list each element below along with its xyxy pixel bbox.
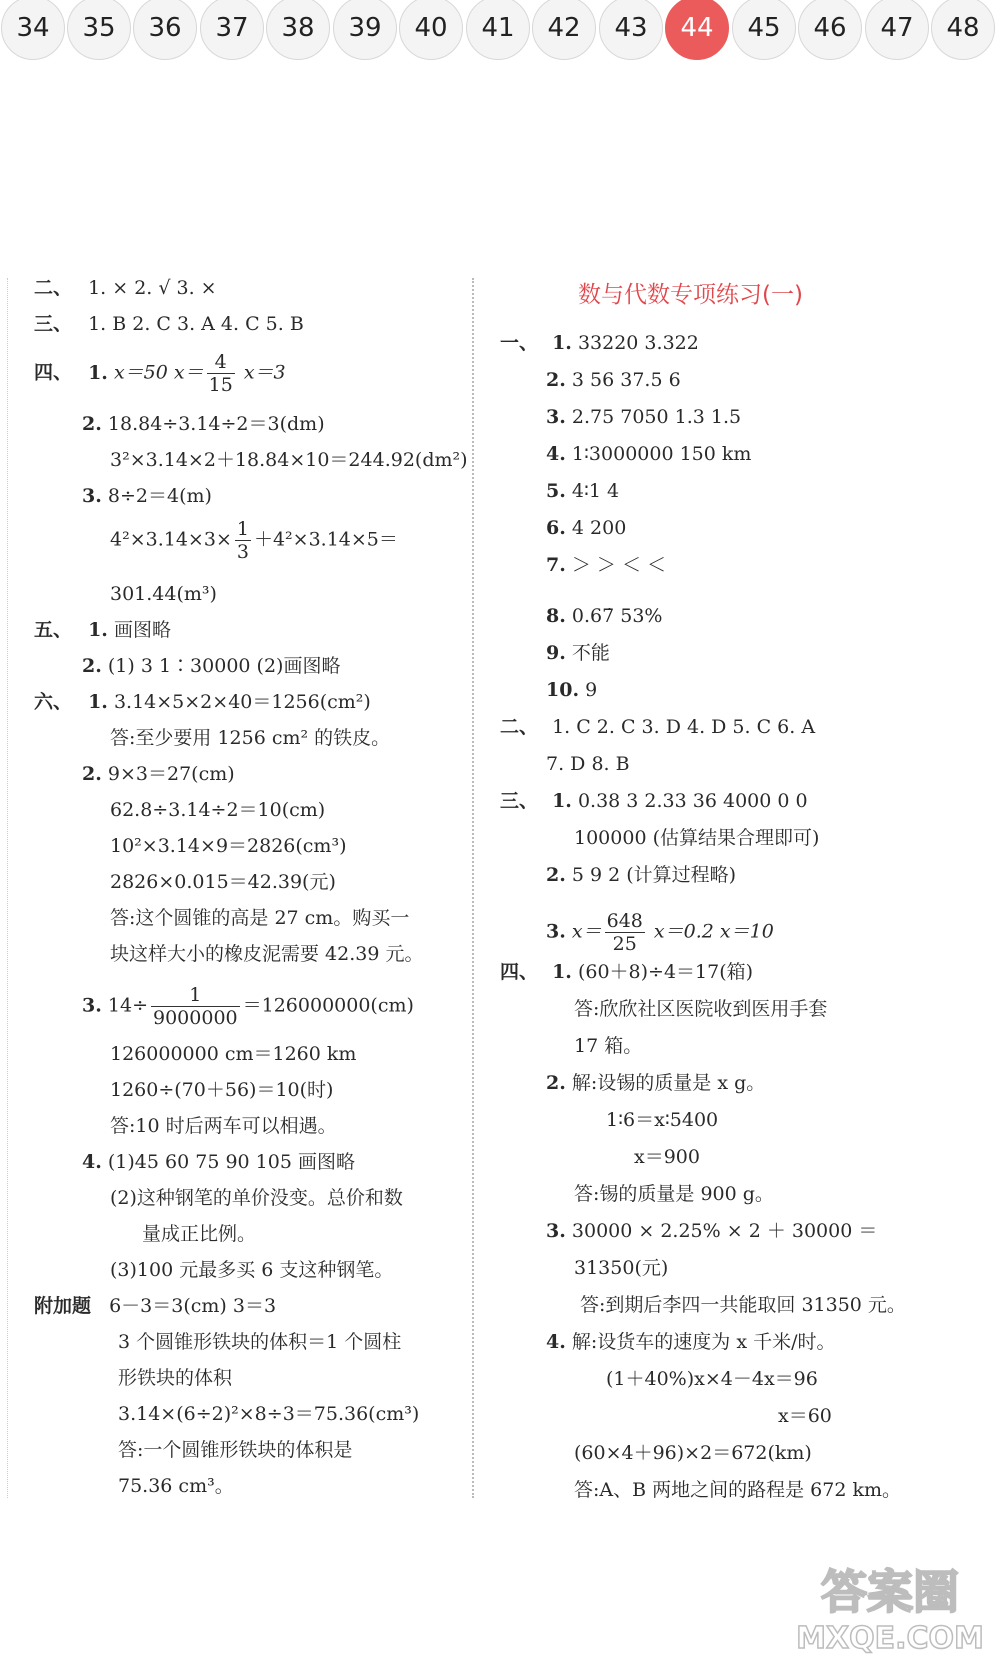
answer-line xyxy=(546,604,662,628)
answer-text: 8÷2＝4(m) xyxy=(107,485,212,507)
page-button[interactable]: 37 xyxy=(200,0,264,60)
answer-line: 答:A、B 两地之间的路程是 672 km。 xyxy=(574,1479,901,1501)
section-label: 三、 xyxy=(34,313,73,335)
page-number-strip xyxy=(0,0,1000,64)
answer-line: (2)这种钢笔的单价没变。总价和数 xyxy=(110,1187,403,1209)
item-number: 7. xyxy=(546,554,566,576)
item-number: 9. xyxy=(546,642,566,664)
answer-text: (1)45 60 75 90 105 画图略 xyxy=(107,1151,355,1173)
answer-line: 1∶6＝x∶5400 xyxy=(606,1109,719,1131)
section-label: 附加题 xyxy=(34,1295,92,1317)
answer-text: 9×3＝27(cm) xyxy=(107,763,235,785)
answer-line: (60×4＋96)×2＝672(km) xyxy=(574,1442,812,1464)
answer-line: 301.44(m³) xyxy=(110,583,217,605)
fraction-numerator: 1 xyxy=(236,518,249,540)
section-label: 一、 xyxy=(500,332,539,354)
answer-line xyxy=(546,516,626,540)
item-number: 8. xyxy=(546,605,566,627)
answer-text: 5 9 2 (计算过程略) xyxy=(571,864,737,886)
answer-text: 4∶1 4 xyxy=(571,480,620,502)
section-label: 二、 xyxy=(500,716,539,738)
answer-text: 4 200 xyxy=(571,517,627,539)
item-number: 3. xyxy=(546,1220,566,1242)
answer-line xyxy=(82,984,414,1029)
answer-line xyxy=(546,641,610,665)
page-button[interactable]: 41 xyxy=(466,0,530,60)
fraction-denominator: 9000000 xyxy=(153,1007,238,1029)
fraction-denominator: 25 xyxy=(612,933,637,955)
answer-text: 0.38 3 2.33 36 4000 0 0 xyxy=(577,790,808,812)
item-number: 3. xyxy=(82,485,102,507)
item-number: 4. xyxy=(546,1331,566,1353)
page-button[interactable]: 45 xyxy=(732,0,796,60)
answer-line: 2826×0.015＝42.39(元) xyxy=(110,871,336,893)
answer-line xyxy=(34,690,371,714)
answer-line xyxy=(34,618,171,642)
page-button[interactable]: 34 xyxy=(1,0,65,60)
fraction-denominator: 3 xyxy=(236,541,249,563)
answer-line xyxy=(500,331,699,355)
answer-line xyxy=(546,1071,765,1095)
item-number: 1. xyxy=(552,332,572,354)
answer-text: (1) 3 1∶30000 (2)画图略 xyxy=(107,655,341,677)
column-divider xyxy=(472,278,474,1498)
answer-line: 10²×3.14×9＝2826(cm³) xyxy=(110,835,347,857)
answer-line: 17 箱。 xyxy=(574,1035,643,1057)
answer-text: 不能 xyxy=(571,642,610,664)
answer-line xyxy=(82,654,340,678)
item-number: 2. xyxy=(82,655,102,677)
page-button-active[interactable]: 44 xyxy=(665,0,729,60)
answer-text: ＝126000000(cm) xyxy=(242,994,414,1017)
answer-text: 1∶3000000 150 km xyxy=(571,443,752,465)
item-number: 1. xyxy=(552,961,572,983)
answer-line: 块这样大小的橡皮泥需要 42.39 元。 xyxy=(110,943,424,965)
page-button[interactable]: 39 xyxy=(333,0,397,60)
item-number: 4. xyxy=(82,1151,102,1173)
answer-line: 3 个圆锥形铁块的体积＝1 个圆柱 xyxy=(118,1331,402,1353)
answer-line xyxy=(500,789,808,813)
watermark-text: 答案圈 xyxy=(821,1565,959,1619)
answer-line xyxy=(500,715,815,739)
item-number: 1. xyxy=(552,790,572,812)
item-number: 2. xyxy=(546,1072,566,1094)
answer-line xyxy=(546,678,597,702)
answer-line: x＝60 xyxy=(778,1405,832,1427)
watermark-logo xyxy=(790,1556,995,1656)
page-button[interactable]: 43 xyxy=(599,0,663,60)
answer-line: 3²×3.14×2＋18.84×10＝244.92(dm²) xyxy=(110,449,468,471)
answer-line xyxy=(34,276,217,300)
page-button[interactable]: 40 xyxy=(399,0,463,60)
answer-text: x＝50 x＝ xyxy=(113,361,204,384)
answer-line xyxy=(546,1219,877,1243)
section-label: 四、 xyxy=(500,961,539,983)
answer-line xyxy=(546,405,741,429)
answer-line xyxy=(546,368,681,392)
answer-line xyxy=(34,1294,276,1318)
answer-line xyxy=(110,518,398,563)
answer-text: 解:设锡的质量是 x g。 xyxy=(571,1072,766,1094)
answer-line xyxy=(34,351,286,396)
answer-text: x＝0.2 x＝10 xyxy=(647,920,774,943)
page-button[interactable]: 35 xyxy=(67,0,131,60)
section-title: 数与代数专项练习(一) xyxy=(578,282,803,308)
margin-rule xyxy=(7,278,8,1498)
answer-line: 答:10 时后两车可以相遇。 xyxy=(110,1115,337,1137)
answer-text: 9 xyxy=(585,679,598,701)
answer-line xyxy=(82,484,212,508)
page-button[interactable]: 42 xyxy=(532,0,596,60)
item-number: 3. xyxy=(546,920,566,943)
answer-text: 1. C 2. C 3. D 4. D 5. C 6. A xyxy=(552,716,816,738)
answer-text: ＞ ＞ ＜ ＜ xyxy=(571,554,667,576)
answer-text: (60＋8)÷4＝17(箱) xyxy=(577,961,754,983)
answer-text: 1. B 2. C 3. A 4. C 5. B xyxy=(88,313,304,335)
answer-line xyxy=(546,479,619,503)
section-label: 六、 xyxy=(34,691,73,713)
item-number: 1. xyxy=(88,361,108,384)
fraction-numerator: 1 xyxy=(151,984,240,1007)
fraction xyxy=(235,518,251,563)
answer-line xyxy=(546,910,774,955)
answer-text: 6－3＝3(cm) 3＝3 xyxy=(109,1295,277,1317)
answer-line: 1260÷(70＋56)＝10(时) xyxy=(110,1079,334,1101)
answer-text: ＋4²×3.14×5＝ xyxy=(253,528,398,551)
answer-line xyxy=(546,863,736,887)
answer-text: 30000 × 2.25% × 2 ＋ 30000 ＝ xyxy=(571,1220,878,1242)
item-number: 3. xyxy=(546,406,566,428)
answer-text: 14÷ xyxy=(107,994,148,1017)
answer-text: 33220 3.322 xyxy=(577,332,699,354)
page-button[interactable]: 47 xyxy=(865,0,929,60)
answer-text: 3.14×5×2×40＝1256(cm²) xyxy=(113,691,371,713)
watermark-graphic xyxy=(790,1556,995,1656)
answer-line: 答:至少要用 1256 cm² 的铁皮。 xyxy=(110,727,391,749)
answer-line: 形铁块的体积 xyxy=(118,1367,233,1389)
answer-text: 4²×3.14×3× xyxy=(110,528,232,551)
answer-line xyxy=(500,960,753,984)
item-number: 10. xyxy=(546,679,580,701)
item-number: 4. xyxy=(546,443,566,465)
fraction xyxy=(151,984,240,1029)
item-number: 2. xyxy=(546,864,566,886)
section-label: 五、 xyxy=(34,619,73,641)
page-button[interactable]: 38 xyxy=(266,0,330,60)
answer-line: 126000000 cm＝1260 km xyxy=(110,1043,357,1065)
answer-line: 31350(元) xyxy=(574,1257,669,1279)
page-button[interactable]: 48 xyxy=(931,0,995,60)
item-number: 2. xyxy=(82,763,102,785)
answer-text: 画图略 xyxy=(113,619,171,641)
item-number: 3. xyxy=(82,994,102,1017)
fraction xyxy=(605,910,645,955)
fraction xyxy=(207,351,235,396)
answer-line xyxy=(82,1150,355,1174)
answer-line xyxy=(82,412,325,436)
answer-line: x＝900 xyxy=(634,1146,700,1168)
item-number: 1. xyxy=(88,691,108,713)
section-label: 四、 xyxy=(34,361,73,384)
answer-line: 75.36 cm³。 xyxy=(118,1475,234,1497)
answer-text: 1. × 2. √ 3. × xyxy=(88,277,217,299)
answer-text: 18.84÷3.14÷2＝3(dm) xyxy=(107,413,325,435)
answer-line: 62.8÷3.14÷2＝10(cm) xyxy=(110,799,326,821)
item-number: 2. xyxy=(546,369,566,391)
answer-line: 3.14×(6÷2)²×8÷3＝75.36(cm³) xyxy=(118,1403,420,1425)
answer-line: 答:这个圆锥的高是 27 cm。购买一 xyxy=(110,907,410,929)
watermark-url: MXQE.COM xyxy=(796,1621,984,1656)
answer-text: x＝ xyxy=(571,920,602,943)
answer-line xyxy=(546,1330,836,1354)
answer-line: 量成正比例。 xyxy=(142,1223,257,1245)
answer-line: (1＋40%)x×4－4x＝96 xyxy=(606,1368,818,1390)
answer-line xyxy=(546,553,666,577)
item-number: 1. xyxy=(88,619,108,641)
answer-text: 解:设货车的速度为 x 千米/时。 xyxy=(571,1331,836,1353)
page-button[interactable]: 36 xyxy=(133,0,197,60)
answer-text: 0.67̇ 53% xyxy=(571,605,663,627)
item-number: 2. xyxy=(82,413,102,435)
fraction-denominator: 15 xyxy=(208,374,233,396)
fraction-numerator: 648 xyxy=(606,910,643,932)
answer-line xyxy=(82,762,235,786)
answer-line: 答:到期后李四一共能取回 31350 元。 xyxy=(580,1294,906,1316)
answer-line xyxy=(34,312,304,336)
item-number: 5. xyxy=(546,480,566,502)
answer-line xyxy=(546,442,751,466)
item-number: 6. xyxy=(546,517,566,539)
answer-line: 7. D 8. B xyxy=(546,753,630,775)
answer-text: 2.75 7050 1.3 1.5 xyxy=(571,406,742,428)
section-label: 三、 xyxy=(500,790,539,812)
answer-text: 3 56 37.5 6 xyxy=(571,369,681,391)
section-label: 二、 xyxy=(34,277,73,299)
answer-line: 答:欣欣社区医院收到医用手套 xyxy=(574,998,828,1020)
answer-text: x＝3 xyxy=(237,361,286,384)
answer-line: 答:一个圆锥形铁块的体积是 xyxy=(118,1439,353,1461)
answer-line: 100000 (估算结果合理即可) xyxy=(574,827,820,849)
page-button[interactable]: 46 xyxy=(798,0,862,60)
answer-line: 答:锡的质量是 900 g。 xyxy=(574,1183,774,1205)
fraction-numerator: 4 xyxy=(207,351,235,374)
answer-line: (3)100 元最多买 6 支这种钢笔。 xyxy=(110,1259,394,1281)
